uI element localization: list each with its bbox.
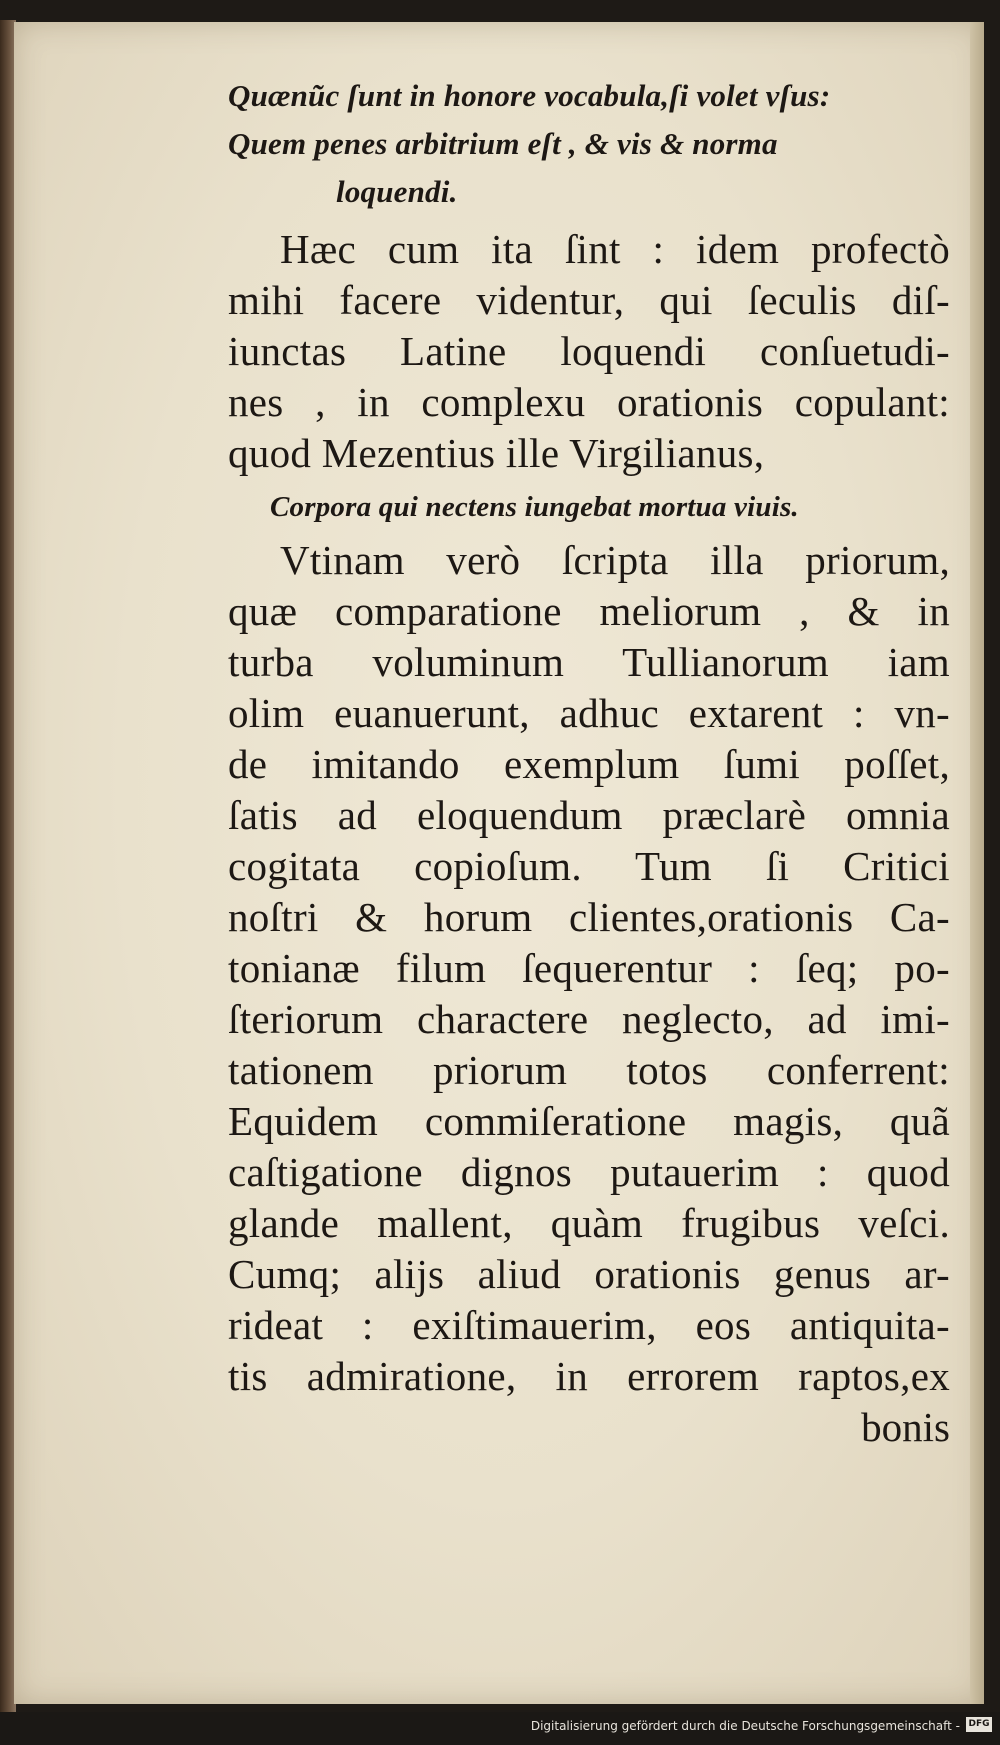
para2-line-10: ſteriorum charactere neglecto, ad imi- <box>228 996 950 1042</box>
catchword: bonis <box>861 1404 950 1450</box>
verse-line-2: Quem penes arbitrium eſt , & vis & norma <box>228 126 778 161</box>
para1-line-5: quod Mezentius ille Virgilianus, <box>228 430 765 476</box>
para2-line-2: quæ comparatione meliorum , & in <box>228 588 950 634</box>
verse-quote: Corpora qui nectens iungebat mortua viuis. <box>270 491 799 523</box>
verse-line-3: loquendi. <box>336 174 458 209</box>
para2-line-14: glande mallent, quàm frugibus veſci. <box>228 1200 950 1246</box>
para2-line-4: olim euanuerunt, adhuc extarent : vn- <box>228 690 950 736</box>
verse-line-1: Quænũc ſunt in honore vocabula,ſi volet vſus: <box>228 78 831 113</box>
para2-line-11: tationem priorum totos conferrent: <box>228 1047 950 1093</box>
para2-line-12: Equidem commiſeratione magis, quã <box>228 1098 950 1144</box>
para2-line-15: Cumq; alijs aliud orationis genus ar- <box>228 1251 950 1297</box>
para2-line-17: tis admiratione, in errorem raptos,ex <box>228 1353 950 1399</box>
para2-line-8: noſtri & horum clientes,orationis Ca- <box>228 894 950 940</box>
para2-line-3: turba voluminum Tullianorum iam <box>228 639 950 685</box>
para1-line-4: nes , in complexu orationis copulant: <box>228 379 950 425</box>
text-block <box>228 72 950 1453</box>
para1-line-3: iunctas Latine loquendi conſuetudi- <box>228 328 950 374</box>
para2-line-16: rideat : exiſtimauerim, eos antiquita- <box>228 1302 950 1348</box>
page-edge <box>970 22 984 1704</box>
para1-line-1: Hæc cum ita ſint : idem profectò <box>280 226 950 272</box>
para2-line-1: Vtinam verò ſcripta illa priorum, <box>280 537 950 583</box>
footer-credit: Digitalisierung gefördert durch die Deutsche Forschungsgemeinschaft - <box>530 1719 960 1733</box>
dfg-logo-icon: DFG <box>966 1717 992 1732</box>
para2-line-13: caſtigatione dignos putauerim : quod <box>228 1149 950 1195</box>
para2-line-9: tonianæ filum ſequerentur : ſeq; po- <box>228 945 950 991</box>
para2-line-7: cogitata copioſum. Tum ſi Critici <box>228 843 950 889</box>
para1-line-2: mihi facere videntur, qui ſeculis diſ- <box>228 277 950 323</box>
para2-line-6: ſatis ad eloquendum præclarè omnia <box>228 792 950 838</box>
para2-line-5: de imitando exemplum ſumi poſſet, <box>228 741 950 787</box>
